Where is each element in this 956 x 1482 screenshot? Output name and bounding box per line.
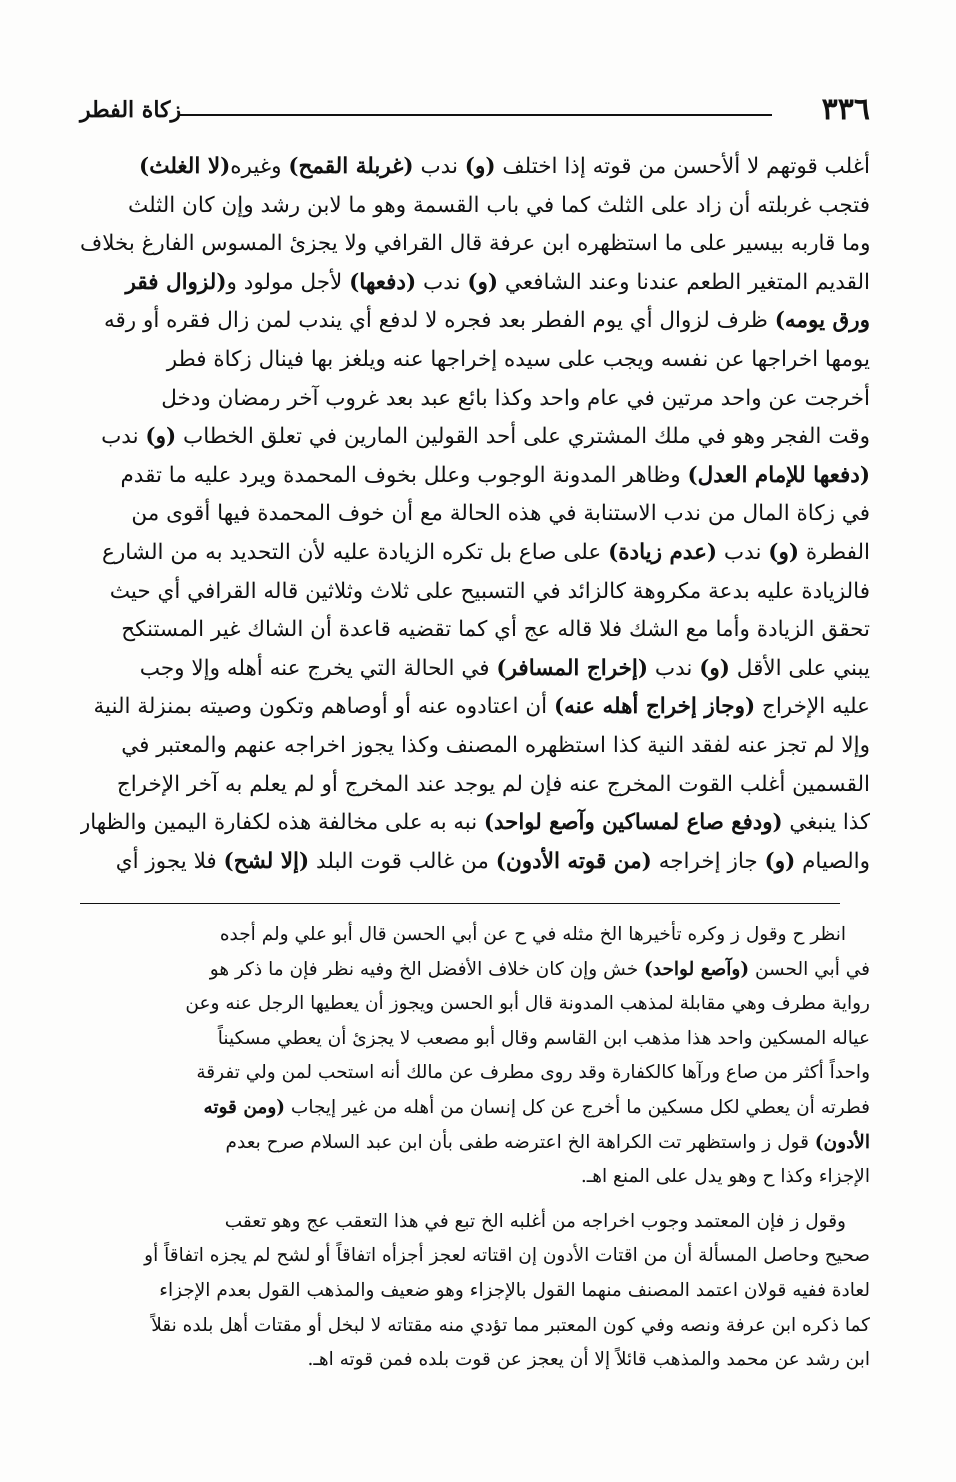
- text-segment: كما ذكره ابن عرفة ونصه وفي كون المعتبر مما تؤدي منه مقتاته لا لبخل أو مقتات أهل بلده نقلاً: [151, 1314, 870, 1336]
- bold-matn-text: (إخراج المسافر): [496, 655, 649, 681]
- text-line: [80, 187, 870, 226]
- text-segment: الإجزاء وكذا ح وهو يدل على المنع اهـ.: [580, 1166, 870, 1188]
- text-segment: القديم المتغير الطعم عندنا وعند الشافعي: [498, 269, 870, 295]
- text-segment: أخرجت عن واحد مرتين في عام واحد وكذا بائع عبد بعد غروب آخر رمضان ودخل: [161, 385, 870, 411]
- footnote-line: [80, 1126, 870, 1161]
- text-segment: أغلب قوتهم لا ألأحسن من قوته إذا اختلف: [495, 154, 870, 179]
- bold-matn-text: (و): [467, 269, 499, 295]
- bold-matn-text: (من قوته الأدون): [495, 848, 652, 874]
- text-segment: ندب: [717, 539, 769, 565]
- text-segment: واحداً أكثر من صاع ورآها كالكفارة وقد روى مطرف عن مالك أنه استحب لمن ولي تفرقة: [196, 1062, 870, 1084]
- text-segment: وقت الفجر وهو في ملك المشتري على أحد القولين المارين في تعلق الخطاب: [176, 424, 870, 450]
- text-segment: ندب: [413, 154, 465, 179]
- footnote-separator: [80, 903, 840, 904]
- text-segment: ندب: [101, 424, 146, 450]
- text-line: [80, 380, 870, 419]
- text-segment: وغيره: [230, 154, 289, 179]
- text-line: [80, 302, 870, 341]
- text-segment: قول ز واستظهر تت الكراهة الخ اعترضه طفى بأن ابن عبد السلام صرح بعدم: [225, 1131, 815, 1153]
- text-segment: في الحالة التي يخرج عنه أهله وإلا وجب: [139, 655, 497, 681]
- text-segment: أن اعتادوه عنه أو أوصاهم وتكون وصيته بمنزلة النية: [93, 694, 554, 720]
- text-segment: عليه الإخراج: [755, 694, 870, 720]
- text-segment: نبه به على مخالفة هذه لكفارة اليمين والظهار: [80, 810, 484, 836]
- footnote-line: [80, 1022, 870, 1057]
- text-line: [80, 264, 870, 303]
- text-line: [80, 495, 870, 534]
- text-segment: في أبي الحسن: [749, 958, 870, 980]
- text-segment: خش وإن كان خلاف الأفضل الخ وفيه نظر فإن ما ذكر هو: [209, 958, 645, 980]
- text-line: [80, 766, 870, 805]
- page-number: ٣٣٦: [821, 92, 870, 127]
- footnote-line: [80, 1160, 870, 1195]
- text-line: [80, 688, 870, 727]
- text-line: [80, 418, 870, 457]
- text-segment: ندب: [648, 655, 700, 681]
- page-header: [80, 92, 870, 132]
- text-segment: صحيح وحاصل المسألة أن من اقتات الأدون إن اقتاته لعجز أجزأه اتفاقاً أو لشح لم يجزه اتفاقاً أو: [144, 1245, 870, 1267]
- footnote-line: [80, 918, 870, 953]
- bold-matn-text: (وجاز إخراج أهله عنه): [553, 694, 756, 720]
- bold-matn-text: (غربلة القمح): [288, 154, 414, 179]
- text-segment: في زكاة المال من ندب الاستنابة في هذه الحالة مع أن خوف المحمدة فيها أقوى من: [131, 501, 870, 527]
- text-segment: ابن رشد عن محمد والمذهب قائلاً إلا أن يعجز عن قوت بلده فمن قوته اهـ.: [307, 1349, 870, 1371]
- text-line: [80, 148, 870, 187]
- bold-matn-text: (و): [768, 539, 799, 565]
- footnotes: [80, 918, 870, 1378]
- text-segment: وظاهر المدونة الوجوب وعلل بخوف المحمدة ويرد عليه ما تقدم: [120, 462, 688, 488]
- footnote-line: [80, 1274, 870, 1309]
- text-line: [80, 804, 870, 843]
- bold-matn-text: (لزوال فقر: [125, 269, 227, 295]
- bold-matn-text: (دفعها للإمام العدل): [687, 462, 870, 488]
- text-segment: لأجل مولود و: [226, 269, 350, 295]
- footnote-paragraph-1: [80, 918, 870, 1195]
- text-segment: عياله المسكين واحد هذا مذهب ابن القاسم وقال أبو مصعب لا يجزئ أن يعطي مسكيناً: [217, 1027, 870, 1049]
- text-segment: ظرف لزوال أي يوم الفطر بعد فجره لا لدفع أي يندب لمن زال فقره أو رقه: [103, 308, 775, 334]
- text-segment: تحقق الزيادة وأما مع الشك فلا قاله عج أي كما تقضيه قاعدة أن الشاك غير المستنكح: [121, 617, 870, 643]
- text-segment: يومها اخراجها عن نفسه ويجب على سيده إخراجها عنه ويلغز بها فينال زكاة فطر: [166, 346, 870, 372]
- bold-matn-text: ورق يومه): [774, 308, 870, 334]
- bold-matn-text: (وآصع لواحد): [644, 958, 750, 980]
- text-segment: على صاع بل تكره الزيادة عليه لأن التحديد به من الشارع: [102, 539, 609, 565]
- running-title: زكاة الفطر: [80, 97, 182, 123]
- text-line: [80, 341, 870, 380]
- bold-matn-text: (و): [464, 154, 496, 179]
- text-segment: وإلا لم تجز عنه لفقد النية كذا استظهره المصنف وكذا يجوز اخراجه عنهم والمعتبر في: [121, 732, 870, 758]
- bold-matn-text: (لا الغلث): [139, 154, 231, 179]
- bold-matn-text: (إلا لشح): [223, 848, 310, 874]
- footnote-paragraph-2: [80, 1205, 870, 1378]
- text-segment: الفطرة: [799, 539, 870, 565]
- bold-matn-text: (ومن قوته: [203, 1096, 286, 1118]
- footnote-line: [80, 1239, 870, 1274]
- text-line: [80, 225, 870, 264]
- text-segment: انظر ح وقول ز وكره تأخيرها الخ مثله في ح عن أبي الحسن قال أبو علي ولم أجده: [219, 924, 846, 945]
- text-segment: القسمين أغلب القوت المخرج عنه فإن لم يوجد عند المخرج أو لم يعلم به آخر الإخراج: [116, 771, 870, 797]
- bold-matn-text: (و): [699, 655, 730, 681]
- text-segment: ندب: [416, 269, 468, 295]
- bold-matn-text: الأدون): [814, 1131, 870, 1153]
- bold-matn-text: (دفعها): [349, 269, 417, 295]
- footnote-line: [80, 1343, 870, 1378]
- footnote-line: [80, 987, 870, 1022]
- text-segment: وقول ز فإن المعتمد وجوب اخراجه من أغلبه الخ تبع في هذا التعقب عج وهو تعقب: [224, 1210, 846, 1232]
- text-segment: كذا ينبغي: [782, 810, 870, 836]
- text-line: [80, 573, 870, 612]
- text-line: [80, 457, 870, 496]
- text-line: [80, 650, 870, 689]
- footnote-line: [80, 1309, 870, 1344]
- text-segment: من غالب قوت البلد: [309, 848, 496, 874]
- text-segment: جاز إخراجه: [651, 848, 765, 874]
- bold-matn-text: (و): [764, 848, 796, 874]
- bold-matn-text: (ودفع صاع لمساكين وآصع لواحد): [483, 810, 783, 836]
- text-line: [80, 534, 870, 573]
- text-segment: لعادة ففيه قولان اعتمد المصنف منهما القول بالإجزاء وهو ضعيف والمذهب القول بعدم الإجزاء: [159, 1279, 870, 1301]
- text-line: [80, 727, 870, 766]
- footnote-line: [80, 1056, 870, 1091]
- footnote-line: [80, 953, 870, 988]
- footnote-line: [80, 1205, 870, 1240]
- bold-matn-text: (و): [145, 424, 177, 450]
- bold-matn-text: (عدم زيادة): [608, 539, 718, 565]
- header-rule: [180, 114, 772, 116]
- text-segment: فتجب غربلته أن زاد على الثلث كما في باب القسمة وهو ما لابن رشد وإن كان الثلث: [127, 192, 870, 218]
- text-segment: فطرته أن يعطي لكل مسكين ما أخرج عن كل إنسان من أهله من غير إيجاب: [285, 1096, 870, 1118]
- main-text: [80, 148, 870, 881]
- text-line: [80, 843, 870, 882]
- text-segment: فالزيادة عليه بدعة مكروهة كالزائد في التسبيح على ثلاث وثلاثين قاله القرافي أي حيث: [109, 578, 870, 604]
- text-segment: فلا يجوز أي: [115, 848, 224, 874]
- text-segment: يبني على الأقل: [729, 655, 870, 681]
- footnote-line: [80, 1091, 870, 1126]
- text-line: [80, 611, 870, 650]
- text-segment: والصيام: [795, 848, 870, 874]
- text-segment: وما قاربه بيسير على ما استظهره ابن عرفة قال القرافي ولا يجزئ المسوس الفارغ بخلاف: [80, 231, 870, 257]
- text-segment: رواية مطرف وهي مقابلة لمذهب المدونة قال أبو الحسن ويجوز أن يعطيها الرجل عنه وعن: [185, 993, 870, 1015]
